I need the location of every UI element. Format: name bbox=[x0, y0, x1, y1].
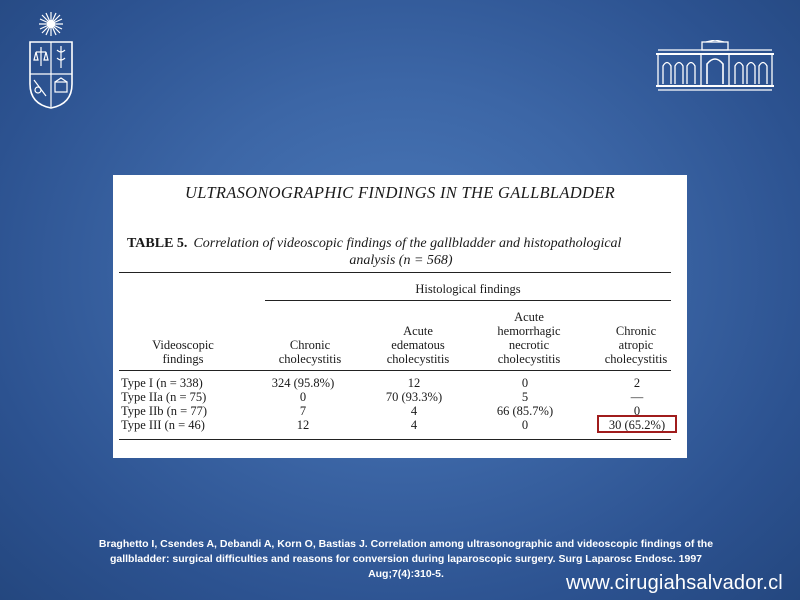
table-caption bbox=[127, 235, 675, 269]
column-header-chronic-atropic: Chronic atropic cholecystitis bbox=[604, 324, 668, 366]
row-header: Videoscopic findings bbox=[152, 338, 214, 366]
column-header-acute-hemorrhagic: Acute hemorrhagic necrotic cholecystitis bbox=[497, 310, 561, 366]
section-heading: ULTRASONOGRAPHIC FINDINGS IN THE GALLBLADDER bbox=[185, 183, 615, 202]
group-header: Histological findings bbox=[415, 282, 521, 296]
citation-line-1: Braghetto I, Csendes A, Debandi A, Korn O, Bastias J. Correlation among ultrasonographic and videoscopic findings of the bbox=[98, 538, 714, 550]
header-bottom-rule bbox=[119, 370, 671, 371]
caption-line-1: Correlation of videoscopic findings of the gallbladder and histopathological bbox=[193, 236, 622, 251]
website-url: www.cirugiahsalvador.cl bbox=[566, 572, 783, 594]
group-header-rule bbox=[265, 300, 671, 301]
highlight-box bbox=[597, 415, 677, 433]
table-label: TABLE 5. bbox=[127, 236, 188, 251]
caption-line-2: analysis (n = 568) bbox=[349, 253, 453, 268]
column-header-acute-edematous: Acute edematous cholecystitis bbox=[386, 324, 450, 366]
citation-line-3: Aug;7(4):310-5. bbox=[368, 568, 444, 580]
table-document: ULTRASONOGRAPHIC FINDINGS IN THE GALLBLADDER TABLE 5. Correlation of videoscopic findings of the gallbladder and histopathological analysis (n = 568) Histological findings Videoscopic findings Chronic cholecystitis Acute edematous cholecystitis Acute hemorrhagic necrotic cholecystitis Chronic atropic cholecystitis Type I (n = 338) 324 (95.8%) 12 0 2 Type IIa (n = 75) 0 70 (93.3%) 5 — Type IIb (n = 77) 7 4 66 (85.7%) 0 Type III (n = 46) 12 4 0 30 (65.2%) bbox=[113, 175, 687, 458]
university-crest-logo bbox=[26, 10, 76, 110]
table-bottom-rule bbox=[119, 439, 671, 440]
column-header-chronic: Chronic cholecystitis bbox=[278, 338, 342, 366]
hospital-building-logo bbox=[654, 40, 776, 92]
table-top-rule bbox=[119, 272, 671, 273]
citation-line-2: gallbladder: surgical difficulties and reasons for conversion during laparoscopic surgery. Surg Laparosc Endosc. 1997 bbox=[109, 553, 703, 565]
